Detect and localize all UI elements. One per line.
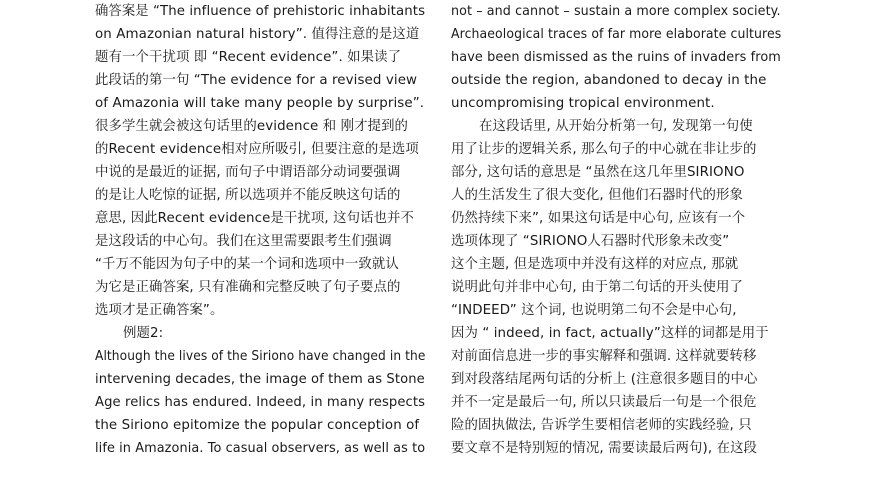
text-line: 因为 “ indeed, in fact, actually”这样的词都是用于 [451,326,769,341]
text-line: 部分, 这句话的意思是 “虽然在这几年里SIRIONO [451,165,745,180]
text-line: Although the lives of the Siriono have changed in the [95,349,426,364]
text-line: have been dismissed as the ruins of invaders from [451,50,781,65]
text-line: 很多学生就会被这句话里的evidence 和 刚才提到的 [95,119,409,134]
text-line: 中说的是最近的证据, 而句子中谓语部分动词要强调 [95,165,401,180]
text-line: 选项才是正确答案”。 [95,303,224,318]
text-line: 仍然持续下来”, 如果这句话是中心句, 应该有一个 [451,211,746,226]
text-line: Age relics has endured. Indeed, in many respects [95,395,426,410]
text-line: outside the region, abandoned to decay in the [451,73,767,88]
text-line: 此段话的第一句 “The evidence for a revised view [95,73,418,88]
text-line: 对前面信息进一步的事实解释和强调. 这样就要转移 [451,349,757,364]
text-line: 是这段话的中心句。我们在这里需要跟考生们强调 [95,234,392,249]
example-heading: 例题2: [123,326,164,341]
text-line: of Amazonia will take many people by surprise”. [95,96,425,111]
text-line: “INDEED” 这个词, 也说明第二句不会是中心句, [451,303,737,318]
text-line: 到对段落结尾两句话的分析上 (注意很多题目的中心 [451,372,758,387]
text-line: 的是让人吃惊的证据, 所以选项并不能反映这句话的 [95,188,401,203]
text-line: on Amazonian natural history”. 值得注意的是这道 [95,27,420,42]
text-line: 并不一定是最后一句, 所以只读最后一句是一个很危 [451,395,757,410]
paragraph-start: 在这段话里, 从开始分析第一句, 发现第一句使 [479,119,753,134]
text-line: not – and cannot – sustain a more complex society. [451,4,781,19]
text-line: “千万不能因为句子中的某一个词和选项中一致就认 [95,257,399,272]
text-line: 这个主题, 但是选项中并没有这样的对应点, 那就 [451,257,739,272]
text-line: 要文章不是特别短的情况, 需要读最后两句), 在这段 [451,441,758,456]
text-line: 人的生活发生了很大变化, 但他们石器时代的形象 [451,188,744,203]
text-line: 确答案是 “The influence of prehistoric inhabitants [95,4,426,19]
text-line: 说明此句并非中心句, 由于第二句话的开头使用了 [451,280,744,295]
text-line: uncompromising tropical environment. [451,96,715,111]
text-line: 的Recent evidence相对应所吸引, 但要注意的是选项 [95,142,419,157]
text-line: Archaeological traces of far more elaborate cultures [451,27,782,42]
text-line: life in Amazonia. To casual observers, as well as to [95,441,426,456]
text-line: 用了让步的逻辑关系, 那么句子的中心就在非让步的 [451,142,757,157]
text-line: 题有一个干扰项 即 “Recent evidence”. 如果读了 [95,50,402,65]
text-line: the Sirionο epitomize the popular conception of [95,418,420,433]
text-line: intervening decades, the image of them as Stone [95,372,425,387]
text-line: 选项体现了 “SIRIONO人石器时代形象未改变” [451,234,730,249]
text-line: 为它是正确答案, 只有准确和完整反映了句子要点的 [95,280,401,295]
text-line: 意思, 因此Recent evidence是干扰项, 这句话也并不 [95,211,415,226]
text-line: 险的固执做法, 告诉学生要相信老师的实践经验, 只 [451,418,752,433]
